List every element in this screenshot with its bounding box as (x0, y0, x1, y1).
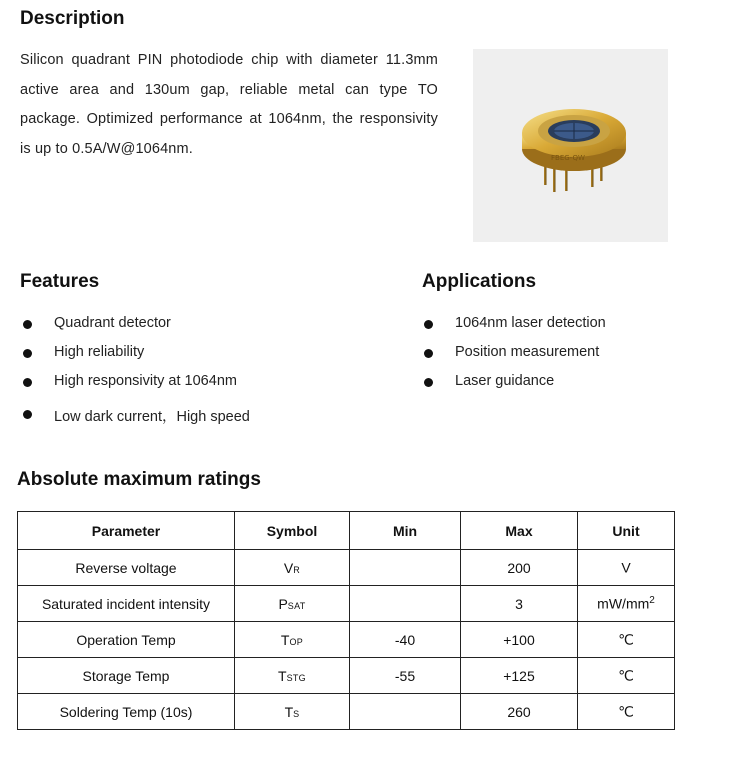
symbol-cell: VR (235, 550, 350, 586)
bullet-icon (23, 320, 32, 329)
column-header: Max (461, 512, 578, 550)
bullet-icon (424, 349, 433, 358)
product-photo (473, 49, 668, 242)
bullet-icon (424, 320, 433, 329)
unit-cell: V (578, 550, 675, 586)
min-cell (350, 550, 461, 586)
column-header: Unit (578, 512, 675, 550)
parameter-cell: Saturated incident intensity (18, 586, 235, 622)
table-row (18, 658, 675, 694)
symbol-cell: TOP (235, 622, 350, 658)
max-cell: 3 (461, 586, 578, 622)
column-header: Parameter (18, 512, 235, 550)
table-header-row (18, 512, 675, 550)
table-row (18, 694, 675, 730)
min-cell: -40 (350, 622, 461, 658)
column-header: Symbol (235, 512, 350, 550)
description-text: Silicon quadrant PIN photodiode chip with diameter 11.3mm active area and 130um gap, reliable metal can type TO package. Optimized performance at 1064nm, the responsivity is up to 0.5A/W@1064nm. (20, 52, 438, 157)
applications-heading: Applications (422, 271, 537, 292)
min-cell: -55 (350, 658, 461, 694)
symbol-cell: PSAT (235, 586, 350, 622)
table-row (18, 550, 675, 586)
table-row (18, 622, 675, 658)
symbol-cell: TSTG (235, 658, 350, 694)
table-row (18, 586, 675, 622)
bullet-icon (23, 378, 32, 387)
ratings-table (17, 511, 675, 730)
unit-cell: $mW/mm^2$ (578, 586, 675, 622)
features-heading: Features (20, 271, 100, 292)
unit-cell: ℃ (578, 658, 675, 694)
bullet-icon (23, 410, 32, 419)
min-cell (350, 694, 461, 730)
parameter-cell: Operation Temp (18, 622, 235, 658)
max-cell: 260 (461, 694, 578, 730)
parameter-cell: Soldering Temp (10s) (18, 694, 235, 730)
column-header: Min (350, 512, 461, 550)
ratings-heading: Absolute maximum ratings (17, 469, 261, 490)
bullet-icon (424, 378, 433, 387)
max-cell: +125 (461, 658, 578, 694)
parameter-cell: Reverse voltage (18, 550, 235, 586)
product-marking: FBEG-QW (551, 154, 585, 162)
parameter-cell: Storage Temp (18, 658, 235, 694)
max-cell: 200 (461, 550, 578, 586)
max-cell: +100 (461, 622, 578, 658)
description-heading: Description (20, 8, 125, 29)
symbol-cell: TS (235, 694, 350, 730)
min-cell (350, 586, 461, 622)
bullet-icon (23, 349, 32, 358)
unit-cell: ℃ (578, 694, 675, 730)
unit-cell: ℃ (578, 622, 675, 658)
